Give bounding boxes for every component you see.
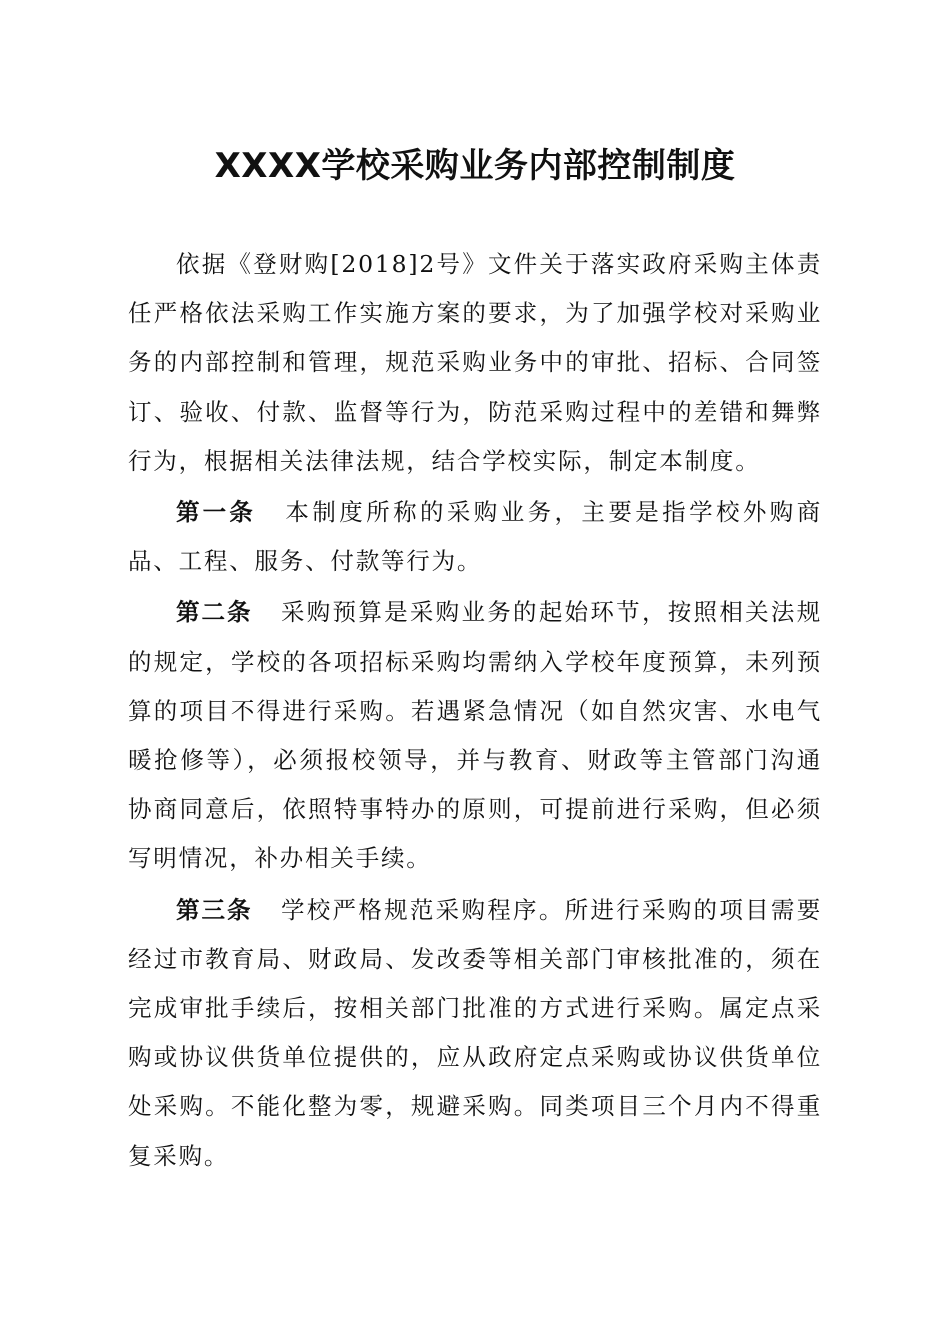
article-1 [128, 488, 822, 586]
intro-paragraph: 依据《登财购[2018]2号》文件关于落实政府采购主体责任严格依法采购工作实施方案的要求，为了加强学校对采购业务的内部控制和管理，规范采购业务中的审批、招标、合同签订、验收、付款、监督等行为，防范采购过程中的差错和舞弊行为，根据相关法律法规，结合学校实际，制定本制度。 [128, 250, 822, 475]
article-3-label: 第三条 [176, 895, 253, 924]
article-1-text: 本制度所称的采购业务，主要是指学校外购商品、工程、服务、付款等行为。 [128, 498, 823, 576]
article-3-text: 学校严格规范采购程序。所进行采购的项目需要经过市教育局、财政局、发改委等相关部门审核批准的，须在完成审批手续后，按相关部门批准的方式进行采购。属定点采购或协议供货单位提供的，应从政府定点采购或协议供货单位处采购。不能化整为零，规避采购。同类项目三个月内不得重复采购。 [128, 895, 822, 1170]
document-body [128, 240, 822, 1181]
article-1-label: 第一条 [176, 498, 256, 527]
article-2-text: 采购预算是采购业务的起始环节，按照相关法规的规定，学校的各项招标采购均需纳入学校年度预算，未列预算的项目不得进行采购。若遇紧急情况（如自然灾害、水电气暖抢修等），必须报校领导，并与教育、财政等主管部门沟通协商同意后，依照特事特办的原则，可提前进行采购，但必须写明情况，补办相关手续。 [128, 598, 822, 873]
article-2 [128, 588, 822, 883]
document-title: XXXX学校采购业务内部控制制度 [214, 146, 736, 186]
article-2-label: 第二条 [176, 598, 253, 627]
article-3 [128, 886, 822, 1181]
